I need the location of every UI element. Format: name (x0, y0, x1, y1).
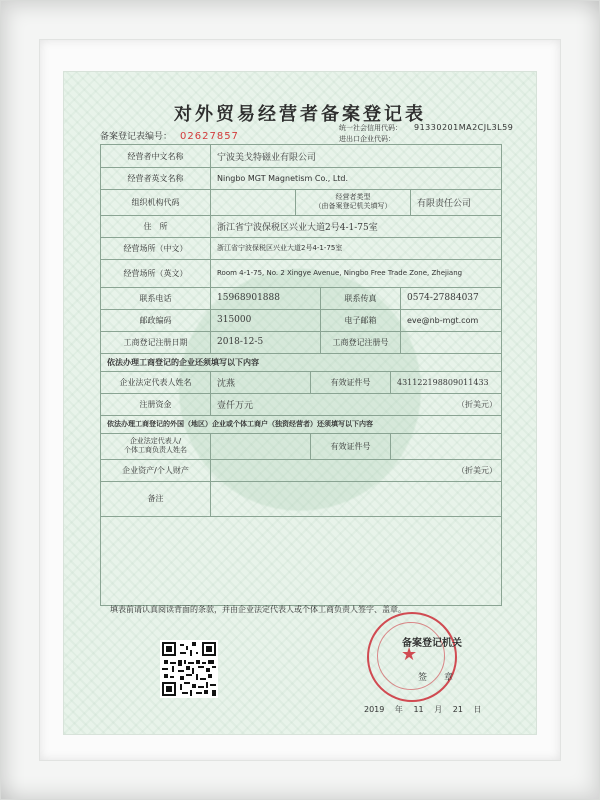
postcode-value: 315000 (211, 309, 321, 331)
table-row (101, 259, 501, 288)
table-row (101, 353, 501, 372)
table-row (101, 481, 501, 605)
reg-capital-value (211, 393, 501, 415)
biz-place-cn-value: 浙江省宁波保税区兴业大道2号4-1-75室 (217, 244, 343, 252)
org-code-value (211, 189, 296, 215)
biz-reg-date-value: 2018-12-5 (211, 331, 321, 353)
table-row (101, 287, 501, 310)
assets-value (211, 459, 501, 481)
record-form-value: 02627857 (180, 131, 239, 142)
reg-capital-unit: （折美元） (457, 399, 497, 409)
remarks-value (211, 481, 501, 517)
biz-reg-no-label: 工商登记注册号 (321, 331, 401, 353)
registration-agency: 备案登记机关 (402, 638, 462, 649)
date-year-unit: 年 (394, 705, 403, 714)
cn-name-label: 经营者中文名称 (101, 145, 211, 167)
seal-star-icon: ★ (401, 644, 418, 665)
address-label: 住 所 (101, 215, 211, 237)
registration-table (100, 144, 502, 606)
reg-capital-label: 注册资金 (101, 393, 211, 415)
table-row (101, 145, 501, 168)
legal-rep-value: 沈燕 (211, 371, 311, 393)
credit-code-block (339, 123, 529, 144)
biz-reg-date-label: 工商登记注册日期 (101, 331, 211, 353)
remarks-label: 备注 (101, 481, 211, 517)
table-row (101, 393, 501, 416)
import-export-code-label: 进出口企业代码： (339, 135, 395, 143)
phone-label: 联系电话 (101, 287, 211, 309)
date-year: 2019 (364, 705, 385, 714)
en-name-label: 经营者英文名称 (101, 167, 211, 189)
section-legal-heading: 依法办理工商登记的企业还须填写以下内容 (107, 357, 259, 367)
biz-place-en-label: 经营场所（英文） (101, 259, 211, 287)
certificate-paper (64, 72, 536, 734)
en-name-value: Ningbo MGT Magnetism Co., Ltd. (217, 173, 349, 183)
qr-code (160, 640, 218, 698)
foreign-id-value (391, 433, 501, 459)
date-month-unit: 月 (434, 705, 443, 714)
record-form-number (100, 129, 239, 142)
foreign-rep-value (211, 433, 311, 459)
cn-name-value: 宁波美戈特磁业有限公司 (217, 152, 317, 163)
phone-value: 15968901888 (211, 287, 321, 309)
assets-label: 企业资产/个人财产 (101, 459, 211, 481)
record-form-label: 备案登记表编号： (100, 132, 173, 142)
legal-rep-label: 企业法定代表人姓名 (101, 371, 211, 393)
postcode-label: 邮政编码 (101, 309, 211, 331)
biz-place-cn-label: 经营场所（中文） (101, 237, 211, 259)
red-seal-stamp (367, 612, 457, 702)
certificate-title: 对外贸易经营者备案登记表 (174, 104, 426, 125)
biz-reg-no-value (401, 331, 501, 353)
notice-text: 填表前请认真阅读背面的条款，并由企业法定代表人或个体工商负责人签字、盖章。 (110, 605, 406, 614)
table-row (101, 459, 501, 482)
table-row (101, 237, 501, 260)
email-label: 电子邮箱 (321, 309, 401, 331)
date-day-unit: 日 (473, 705, 482, 714)
credit-code-value: 91330201MA2CJL3L59 (414, 123, 514, 132)
table-row (101, 215, 501, 238)
issue-date (364, 704, 489, 715)
operator-type-value: 有限责任公司 (417, 198, 472, 209)
table-row (101, 371, 501, 394)
table-row (101, 415, 501, 434)
table-row (101, 331, 501, 354)
foreign-id-label: 有效证件号 (311, 433, 391, 459)
date-month: 11 (413, 705, 424, 714)
operator-type-label: 经营者类型 （由备案登记机关填写） (296, 189, 411, 215)
table-row (101, 167, 501, 190)
legal-id-value: 431122198809011433 (397, 377, 489, 387)
reg-capital-amount: 壹仟万元 (217, 400, 254, 411)
biz-place-en-value: Room 4-1-75, No. 2 Xingye Avenue, Ningbo Free Trade Zone, Zhejiang (217, 268, 463, 277)
table-row (101, 309, 501, 332)
email-value: eve@nb-mgt.com (407, 315, 479, 325)
table-row (101, 189, 501, 216)
date-day: 21 (452, 705, 463, 714)
table-row (101, 433, 501, 460)
section-foreign-heading: 依法办理工商登记的外国（地区）企业或个体工商户（独资经营者）还须填写以下内容 (107, 419, 373, 428)
legal-id-label: 有效证件号 (311, 371, 391, 393)
foreign-rep-label: 企业法定代表人/ 个体工商负责人姓名 (101, 433, 211, 459)
seal-label: 签 章 (418, 673, 458, 683)
org-code-label: 组织机构代码 (101, 189, 211, 215)
assets-unit: （折美元） (457, 465, 497, 475)
fax-value: 0574-27884037 (407, 293, 479, 303)
credit-code-label: 统一社会信用代码： (339, 124, 402, 132)
address-value: 浙江省宁波保税区兴业大道2号4-1-75室 (217, 222, 378, 233)
fax-label: 联系传真 (321, 287, 401, 309)
